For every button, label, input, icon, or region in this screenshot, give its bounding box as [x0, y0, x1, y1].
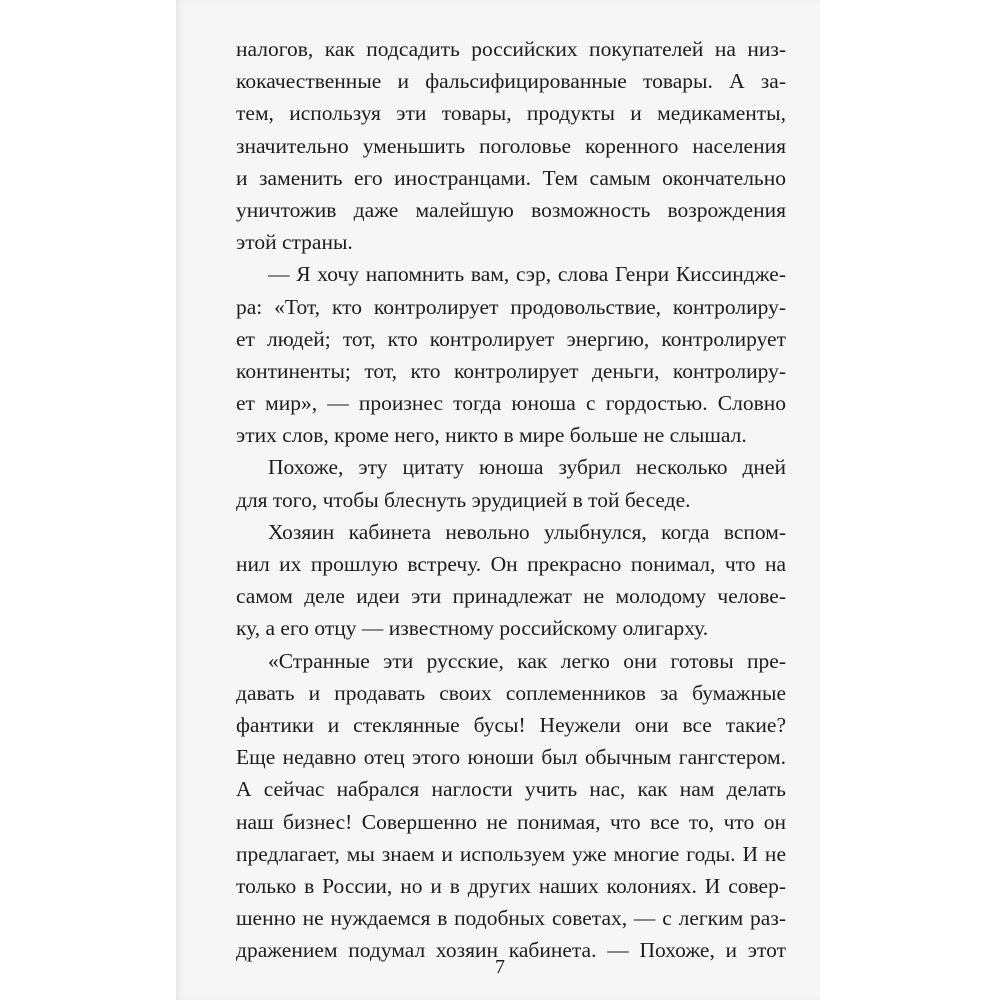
body-text — [236, 33, 786, 966]
text-line: этих слов, кроме него, никто в мире больше не слышал. — [236, 423, 747, 448]
text-line: шенно не нуждаемся в подобных советах, — с легким раз- — [236, 906, 786, 931]
text-line: — Я хочу напомнить вам, сэр, слова Генри Киссиндже- — [268, 262, 786, 287]
text-line: только в России, но и в других наших колониях. И совер- — [236, 873, 786, 898]
text-line: кокачественные и фальсифицированные товары. А за- — [236, 69, 786, 94]
text-line: и заменить его иностранцами. Тем самым окончательно — [236, 165, 786, 190]
text-line: самом деле идеи эти принадлежат не молодому челове- — [236, 584, 786, 609]
text-line: значительно уменьшить поголовье коренного населения — [236, 133, 786, 158]
text-line: уничтожив даже малейшую возможность возрождения — [236, 197, 786, 222]
text-line: Еще недавно отец этого юноши был обычным гангстером. — [236, 745, 786, 770]
text-line: давать и продавать своих соплеменников за бумажные — [236, 680, 786, 705]
text-line: для того, чтобы блеснуть эрудицией в той беседе. — [236, 487, 691, 512]
text-line: Похоже, эту цитату юноша зубрил несколько дней — [268, 455, 786, 480]
text-line: дражением подумал хозяин кабинета. — Похоже, и этот — [236, 938, 786, 963]
text-line: нил их прошлую встречу. Он прекрасно понимал, что на — [236, 552, 786, 576]
page-number: 7 — [495, 956, 505, 978]
text-line: ку, а его отцу — известному российскому олигарху. — [236, 616, 709, 641]
text-line: ет мир», — произнес тогда юноша с гордостью. Словно — [236, 391, 786, 416]
text-line: этой страны. — [236, 230, 353, 255]
text-line: предлагает, мы знаем и используем уже многие годы. И не — [236, 841, 786, 866]
text-line: континенты; тот, кто контролирует деньги, контролиру- — [236, 358, 786, 383]
text-line: Хозяин кабинета невольно улыбнулся, когда вспом- — [268, 519, 786, 544]
text-line: фантики и стеклянные бусы! Неужели они все такие? — [236, 712, 786, 737]
text-line: тем, используя эти товары, продукты и медикаменты, — [236, 101, 786, 126]
text-line: ра: «Тот, кто контролирует продовольствие, контролиру- — [236, 294, 786, 319]
text-line: «Странные эти русские, как легко они готовы пре- — [268, 648, 786, 673]
text-line: наш бизнес! Совершенно не понимая, что все то, что он — [236, 809, 786, 834]
text-line: налогов, как подсадить российских покупателей на низ- — [236, 37, 786, 61]
text-line: А сейчас набрался наглости учить нас, как нам делать — [236, 777, 786, 802]
text-line: ет людей; тот, кто контролирует энергию, контролирует — [236, 326, 786, 351]
